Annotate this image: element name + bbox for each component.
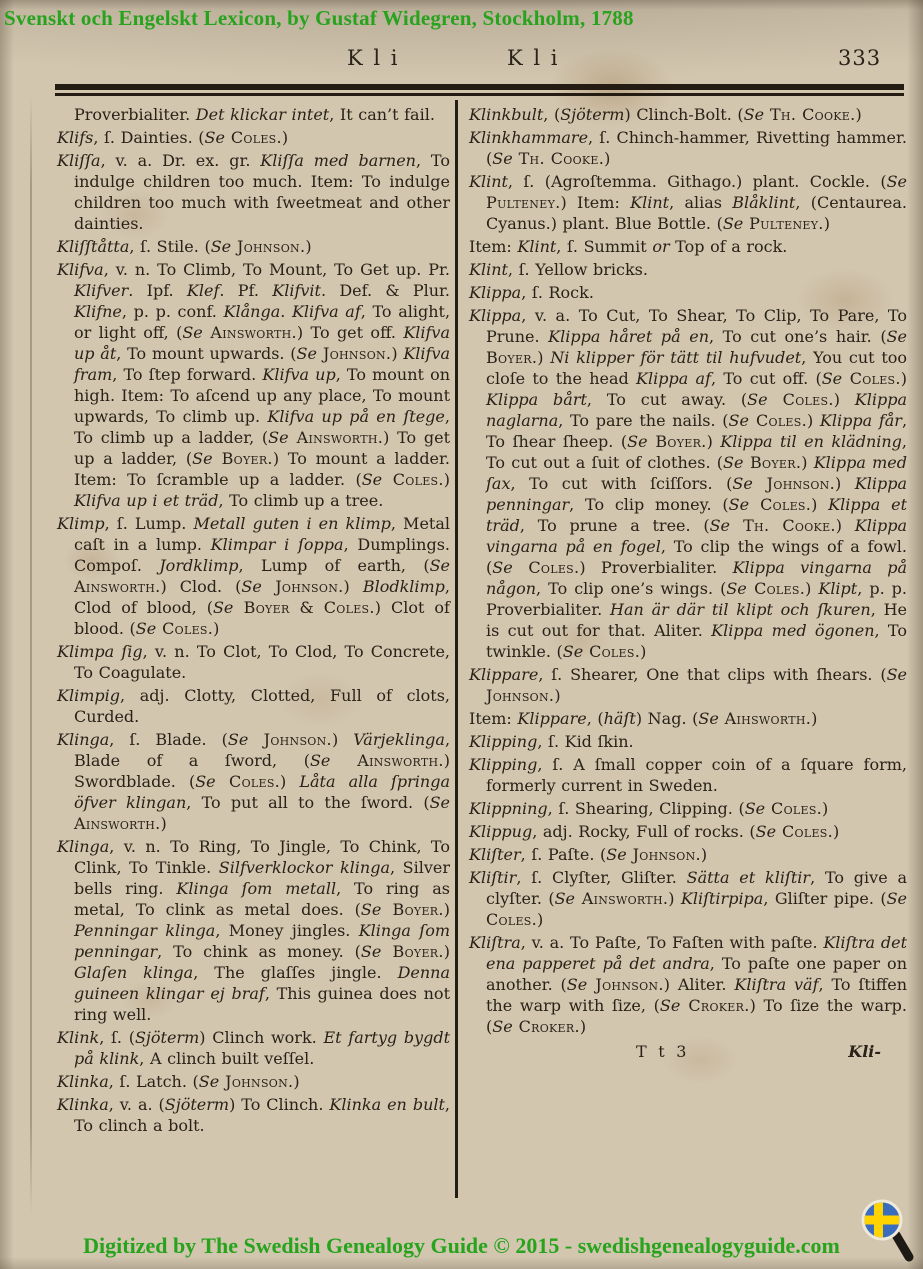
dictionary-entry: Klippare, ſ. Shearer, One that clips with ſhears. (Se Johnson.) <box>469 665 907 705</box>
dictionary-entry: Klippning, ſ. Shearing, Clipping. (Se Coles.) <box>469 799 829 818</box>
page-crease-shadow <box>30 95 32 1215</box>
signature-mark: T t 3 <box>636 1042 690 1061</box>
page-number: 333 <box>838 46 882 70</box>
dictionary-entry: Klinkhammare, ſ. Chinch-hammer, Rivetting hammer. (Se Th. Cooke.) <box>469 128 907 168</box>
dictionary-entry: Proverbialiter. Det klickar intet, It can’t fail. <box>74 105 435 124</box>
dictionary-entry: Klipping, ſ. A ſmall copper coin of a ſquare form, formerly current in Sweden. <box>469 755 907 795</box>
column-divider-rule <box>455 100 458 1198</box>
dictionary-entry: Kliſſa, v. a. Dr. ex. gr. Kliſſa med barnen, To indulge children too much. Item: To indulge children too much with ſweetmeat and other dainties. <box>57 151 450 233</box>
header-rule-thin-bar <box>55 93 904 96</box>
dictionary-entry: Klimp, ſ. Lump. Metall guten i en klimp, Metal caſt in a lump. Klimpar i ſoppa, Dumplings. Compoſ. Jordklimp, Lump of earth, (Se Ainsworth.) Clod. (Se Johnson.) Blodklimp, Clod of blood, (Se Boyer & Coles.) Clot of blood. (Se Coles.) <box>57 514 451 638</box>
dictionary-entry: Klint, ſ. (Agroſtemma. Githago.) plant. Cockle. (Se Pulteney.) Item: Klint, alias Blåklint, (Centaurea. Cyanus.) plant. Blue Bottle. (Se Pulteney.) <box>469 172 907 233</box>
dictionary-entry: Klipping, ſ. Kid ſkin. <box>469 732 634 751</box>
running-head-left: K l i <box>347 46 400 70</box>
header-rule-thick-bar <box>55 84 904 90</box>
dictionary-entry: Klint, ſ. Yellow bricks. <box>469 260 648 279</box>
dictionary-entry: Kliſtra, v. a. To Paſte, To Faſten with paſte. Kliſtra det ena papperet på det andra, To paſte one paper on another. (Se Johnson.) Aliter. Kliſtra väf, To ſtiffen the warp with ſize, (Se Croker.) To ſize the warp. (Se Croker.) <box>469 933 908 1036</box>
dictionary-entry: Klinga, ſ. Blade. (Se Johnson.) Värjeklinga, Blade of a ſword, (Se Ainsworth.) Swordblade. (Se Coles.) Låta alla ſpringa öfver klingan, To put all to the ſword. (Se Ainsworth.) <box>57 730 451 833</box>
dictionary-entry: Klinka, ſ. Latch. (Se Johnson.) <box>57 1072 300 1091</box>
right-column <box>469 104 907 1062</box>
dictionary-entry: Klinga, v. n. To Ring, To Jingle, To Chink, To Clink, To Tinkle. Silfverklockor klinga, Silver bells ring. Klinga ſom metall, To ring as metal, To clink as metal does. (Se Boyer.) Penningar klinga, Money jingles. Klinga ſom penningar, To chink as money. (Se Boyer.) Glaſen klinga, The glaſſes jingle. Denna guineen klingar ej braf, This guinea does not ring well. <box>57 837 451 1024</box>
dictionary-entry: Klink, ſ. (Sjöterm) Clinch work. Et fartyg bygdt på klink, A clinch built veſſel. <box>57 1028 451 1068</box>
dictionary-entry: Klimpa ſig, v. n. To Clot, To Clod, To Concrete, To Coagulate. <box>57 642 450 682</box>
dictionary-entry: Klinkbult, (Sjöterm) Clinch-Bolt. (Se Th. Cooke.) <box>469 105 862 124</box>
dictionary-entry: Kliſtir, ſ. Clyſter, Gliſter. Sätta et kliſtir, To give a clyſter. (Se Ainsworth.) Kliſtirpipa, Gliſter pipe. (Se Coles.) <box>469 868 908 929</box>
dictionary-entry: Klippa, v. a. To Cut, To Shear, To Clip, To Pare, To Prune. Klippa håret på en, To cut one’s hair. (Se Boyer.) Ni klipper för tätt til hufvudet, You cut too cloſe to the head Klippa af, To cut off. (Se Coles.) Klippa bårt, To cut away. (Se Coles.) Klippa naglarna, To pare the nails. (Se Coles.) Klippa får, To ſhear ſheep. (Se Boyer.) Klippa til en klädning, To cut out a ſuit of clothes. (Se Boyer.) Klippa med ſax, To cut with ſciſſors. (Se Johnson.) Klippa penningar, To clip money. (Se Coles.) Klippa et träd, To prune a tree. (Se Th. Cooke.) Klippa vingarna på en fogel, To clip the wings of a fowl. (Se Coles.) Proverbialiter. Klippa vingarna på någon, To clip one’s wings. (Se Coles.) Klipt, p. p. Proverbialiter. Han är där til klipt och ſkuren, He is cut out for that. Aliter. Klippa med ögonen, To twinkle. (Se Coles.) <box>469 306 908 661</box>
dictionary-entry: Klippug, adj. Rocky, Full of rocks. (Se Coles.) <box>469 822 840 841</box>
dictionary-entry: Kliſſtåtta, ſ. Stile. (Se Johnson.) <box>57 237 312 256</box>
dictionary-entry: Kliſter, ſ. Paſte. (Se Johnson.) <box>469 845 708 864</box>
dictionary-entry: Klifs, ſ. Dainties. (Se Coles.) <box>57 128 289 147</box>
left-column <box>57 104 450 1138</box>
dictionary-entry: Klippa, ſ. Rock. <box>469 283 594 302</box>
digitizer-footer-text: Digitized by The Swedish Genealogy Guide © 2015 - swedishgenealogyguide.com <box>83 1233 840 1258</box>
dictionary-entry: Klifva, v. n. To Climb, To Mount, To Get up. Pr. Klifver. Ipf. Klef. Pf. Klifvit. Def. & Plur. Klifne, p. p. conf. Klånga. Klifva af, To alight, or light off, (Se Ainsworth.) To get off. Klifva up åt, To mount upwards. (Se Johnson.) Klifva fram, To ſtep forward. Klifva up, To mount on high. Item: To aſcend up any place, To mount upwards, To climb up. Klifva up på en ſtege, To climb up a ladder, (Se Ainsworth.) To get up a ladder, (Se Boyer.) To mount a ladder. Item: To ſcramble up a ladder. (Se Coles.) Klifva up i et träd, To climb up a tree. <box>57 260 451 510</box>
dictionary-entry: Item: Klint, ſ. Summit or Top of a rock. <box>469 237 788 256</box>
header-rule <box>55 84 904 96</box>
dictionary-entry: Item: Klippare, (häſt) Nag. (Se Aihsworth.) <box>469 709 818 728</box>
catchword: Kli- <box>848 1042 881 1061</box>
running-head-right: K l i <box>507 46 560 70</box>
dictionary-entry: Klimpig, adj. Clotty, Clotted, Full of clots, Curded. <box>57 686 450 726</box>
dictionary-entry: Klinka, v. a. (Sjöterm) To Clinch. Klinka en bult, To clinch a bolt. <box>57 1095 451 1135</box>
signature-row <box>469 1041 907 1062</box>
digitizer-header-text: Svenskt och Engelskt Lexicon, by Gustaf Widegren, Stockholm, 1788 <box>4 6 634 30</box>
